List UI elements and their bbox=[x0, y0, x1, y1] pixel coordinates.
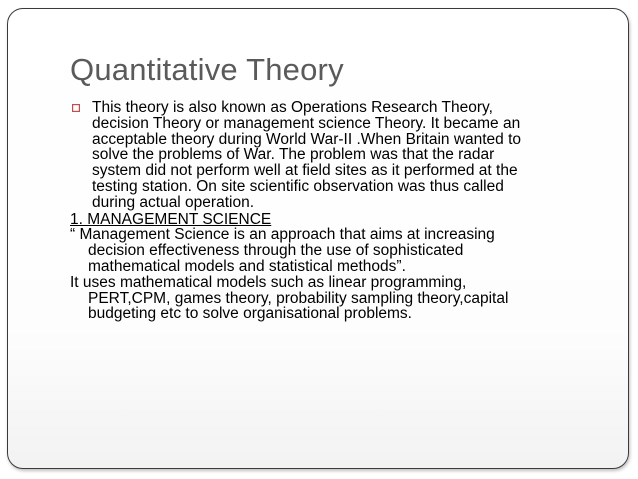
quote-line-text: Management Science is an approach that aims at increasing bbox=[79, 226, 495, 244]
open-quote-mark: “ bbox=[70, 226, 80, 244]
quote-line bbox=[70, 227, 570, 243]
intro-bullet-line: acceptable theory during World War-II .When Britain wanted to bbox=[92, 130, 522, 148]
usage-line: It uses mathematical models such as linear programming, bbox=[70, 273, 467, 291]
intro-bullet bbox=[70, 100, 570, 211]
definition-quote bbox=[70, 227, 570, 274]
intro-bullet-line: testing station. On site scientific observation was thus called bbox=[92, 177, 504, 195]
intro-bullet-line: This theory is also known as Operations Research Theory, bbox=[92, 99, 493, 116]
intro-bullet-line: during actual operation. bbox=[92, 193, 255, 211]
usage-line: PERT,CPM, games theory, probability sampling theory,capital bbox=[88, 289, 509, 307]
slide-title: Quantitative Theory bbox=[70, 52, 344, 87]
usage-paragraph bbox=[70, 275, 570, 322]
intro-bullet-line: decision Theory or management science Theory. It became an bbox=[92, 114, 521, 132]
intro-bullet-line: solve the problems of War. The problem was that the radar bbox=[92, 146, 495, 164]
usage-line: budgeting etc to solve organisational problems. bbox=[88, 305, 412, 323]
slide-body bbox=[70, 100, 570, 322]
intro-bullet-line: system did not perform well at field sites as it performed at the bbox=[92, 162, 518, 180]
section-heading: 1. MANAGEMENT SCIENCE bbox=[70, 210, 272, 228]
square-bullet-icon bbox=[72, 104, 80, 112]
quote-line: decision effectiveness through the use of sophisticated bbox=[88, 242, 464, 260]
quote-line: mathematical models and statistical methods”. bbox=[88, 257, 406, 275]
